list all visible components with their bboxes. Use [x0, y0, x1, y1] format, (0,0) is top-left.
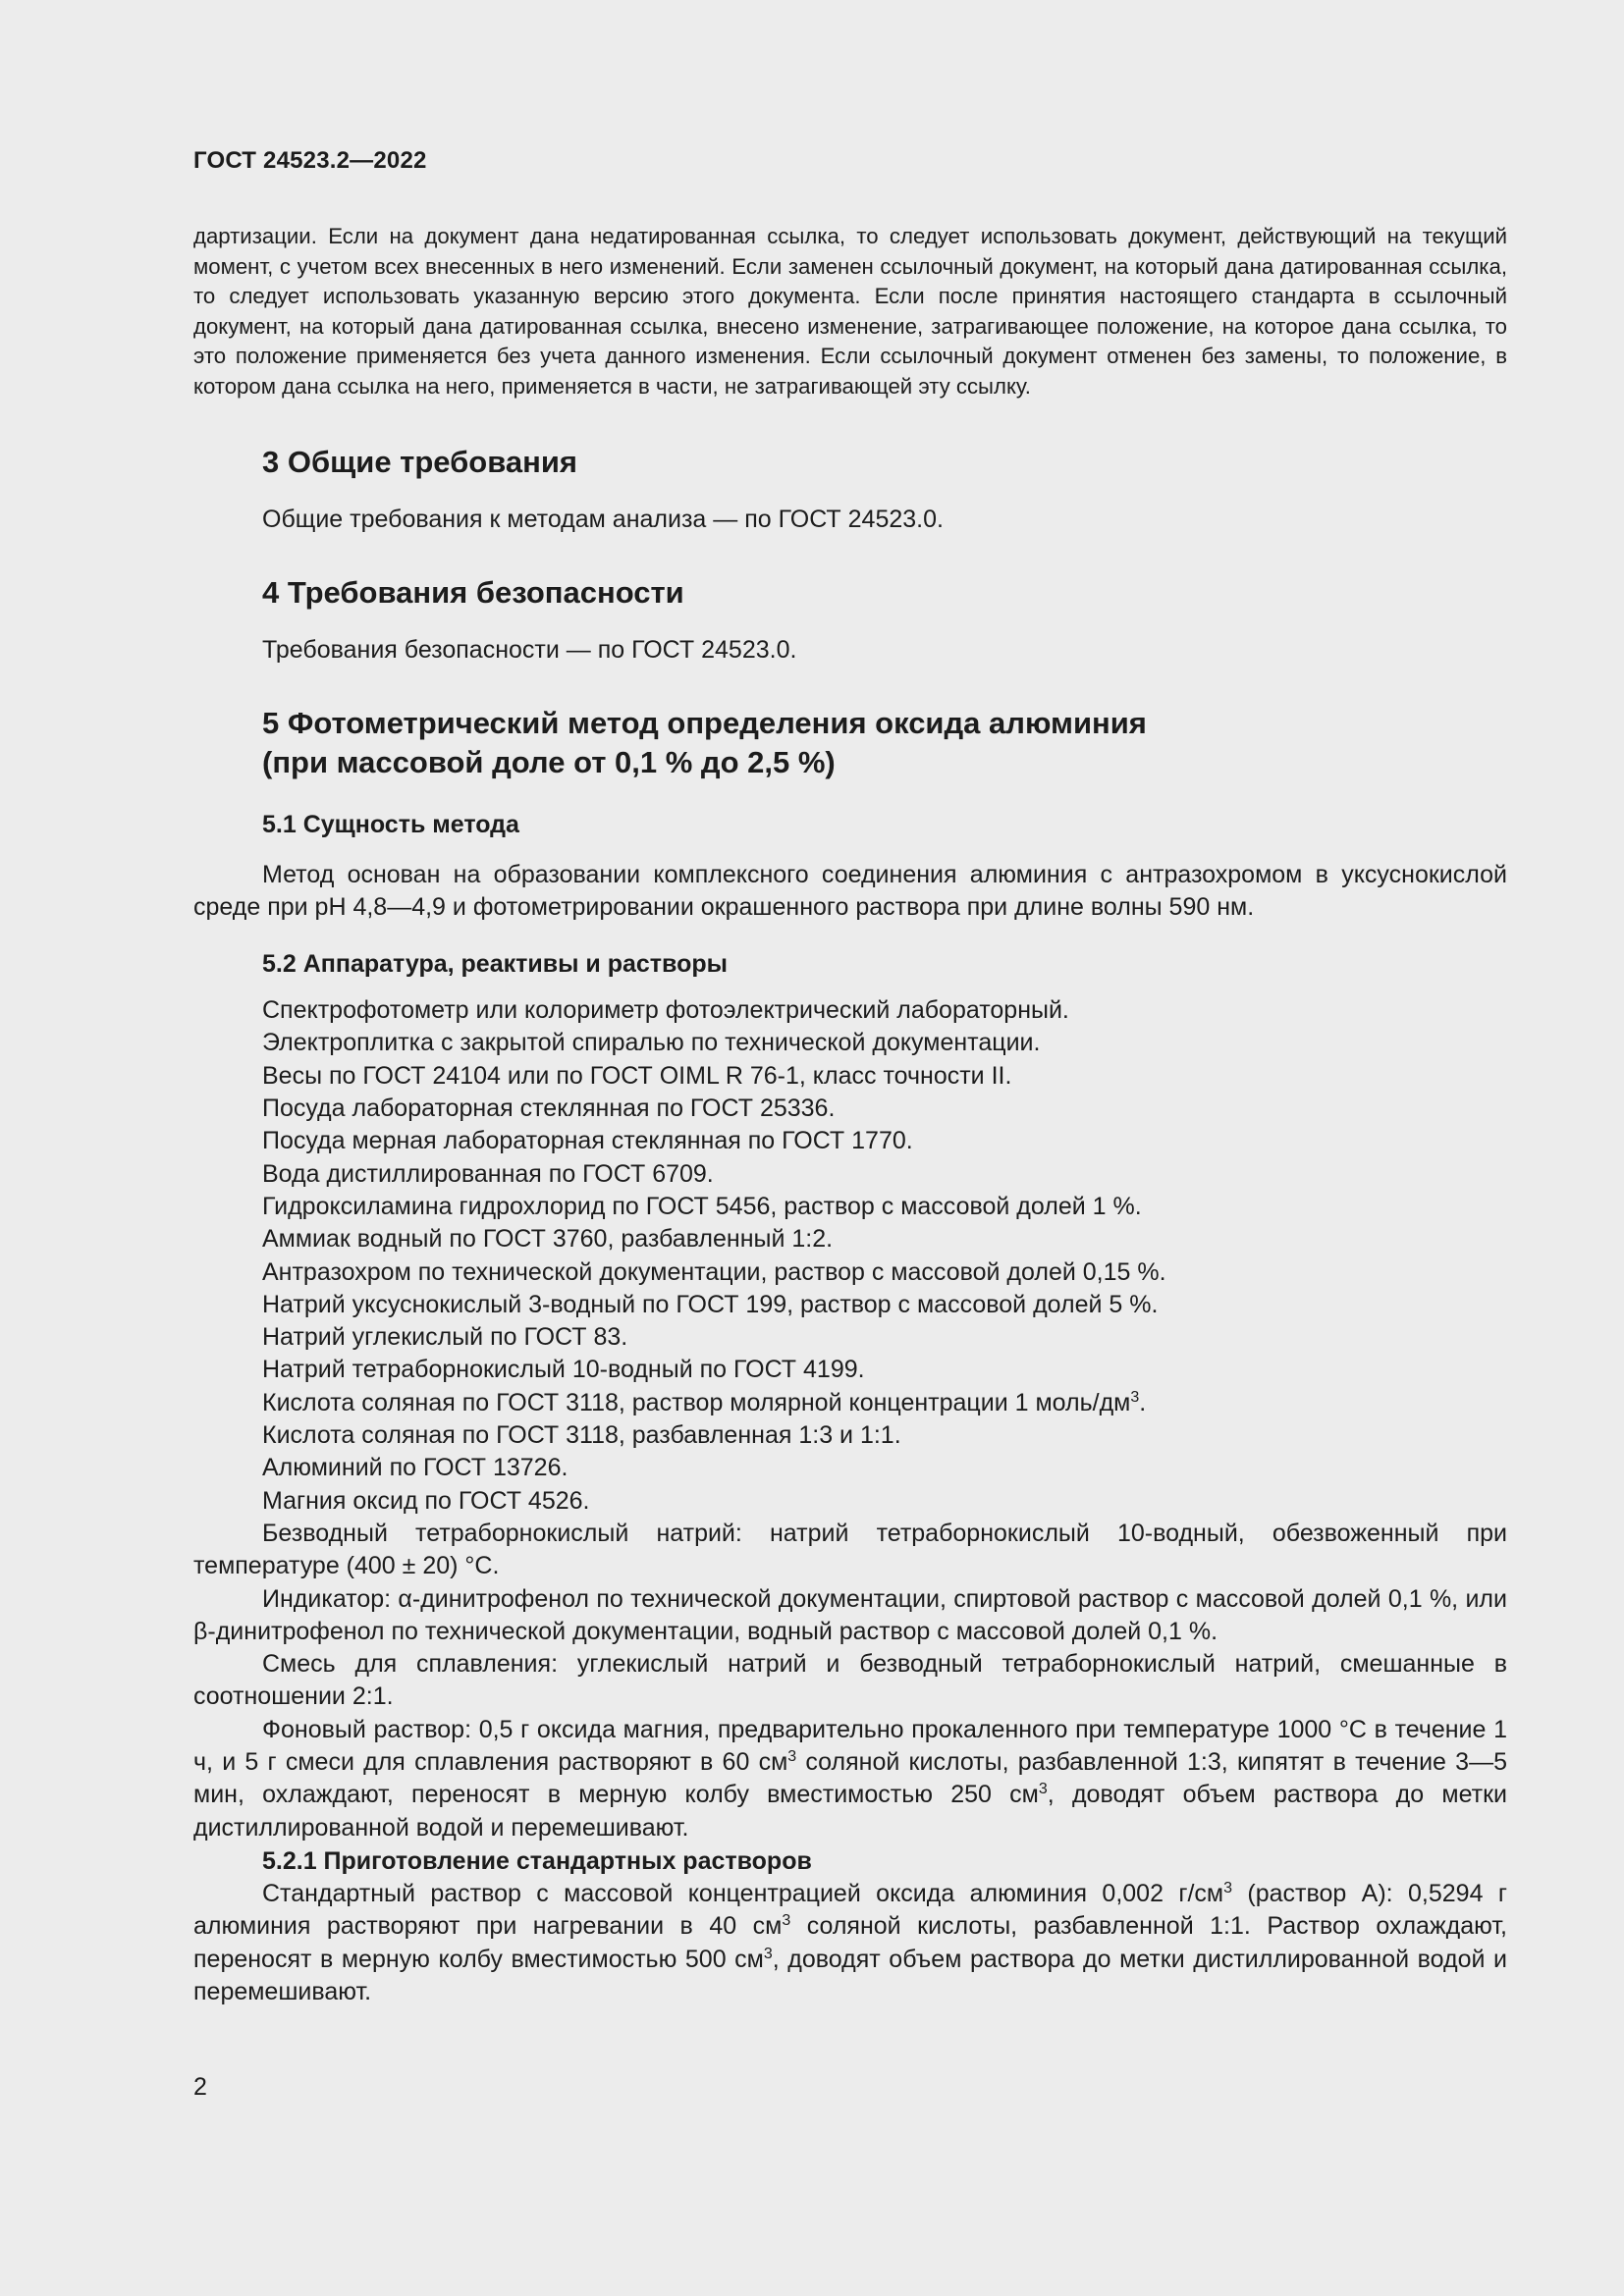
list-item: Посуда мерная лабораторная стеклянная по ГОСТ 1770.: [262, 1127, 913, 1155]
subsection-5-1-heading: 5.1 Сущность метода: [262, 810, 519, 838]
paragraph-background-solution: Фоновый раствор: 0,5 г оксида магния, предварительно прокаленного при температуре 1000 °C в течение 1 ч, и 5 г смеси для сплавления растворяют в 60 $см^3$ соляной кислоты, разбавленной 1:3, кипятят в течение 3—5 мин, охлаждают, переносят в мерную колбу вместимостью 250 $см^3$, доводят объем раствора до метки дистиллированной водой и перемешивают.: [193, 1715, 1508, 1842]
section-4-heading: 4 Требования безопасности: [262, 575, 684, 611]
list-item: Алюминий по ГОСТ 13726.: [262, 1454, 568, 1482]
list-item: Натрий углекислый по ГОСТ 83.: [262, 1323, 628, 1352]
equipment-list: [193, 994, 1507, 1844]
list-item: Аммиак водный по ГОСТ 3760, разбавленный 1:2.: [262, 1225, 834, 1254]
list-item: Кислота соляная по ГОСТ 3118, разбавленная 1:3 и 1:1.: [262, 1421, 901, 1450]
page-content: [193, 222, 1507, 2008]
list-item: Натрий уксуснокислый 3-водный по ГОСТ 199, раствор с массовой долей 5 %.: [262, 1290, 1159, 1318]
section-5-heading: [193, 704, 1507, 782]
standard-header: ГОСТ 24523.2—2022: [193, 147, 427, 174]
list-item-hcl-molar: Кислота соляная по ГОСТ 3118, раствор молярной концентрации 1 моль/$дм^3$.: [262, 1388, 1147, 1416]
paragraph-fusion-mix: Смесь для сплавления: углекислый натрий и безводный тетраборнокислый натрий, смешанные в соотношении 2:1.: [193, 1650, 1507, 1711]
subsection-5-2-1-heading: 5.2.1 Приготовление стандартных растворов: [262, 1846, 812, 1875]
list-item: Вода дистиллированная по ГОСТ 6709.: [262, 1159, 714, 1188]
section-5-heading-line1: 5 Фотометрический метод определения оксида алюминия: [262, 705, 1147, 740]
list-item: Посуда лабораторная стеклянная по ГОСТ 25336.: [262, 1095, 836, 1123]
section-3-text: Общие требования к методам анализа — по ГОСТ 24523.0.: [262, 506, 944, 533]
subsection-5-1-text: Метод основан на образовании комплексного соединения алюминия с антразохромом в уксуснокислой среде при pH 4,8—4,9 и фотометрировании окрашенного раствора при длине волны 590 нм.: [193, 860, 1507, 921]
list-item: Весы по ГОСТ 24104 или по ГОСТ OIML R 76-1, класс точности II.: [262, 1061, 1012, 1090]
section-3-heading: 3 Общие требования: [262, 445, 577, 479]
list-item: Магния оксид по ГОСТ 4526.: [262, 1486, 590, 1515]
paragraph-indicator: Индикатор: α-динитрофенол по технической документации, спиртовой раствор с массовой долей 0,1 %, или β-динитрофенол по технической документации, водный раствор с массовой долей 0,1 %.: [193, 1584, 1507, 1645]
standard-solution-a-paragraph: Стандартный раствор с массовой концентрацией оксида алюминия 0,002 $г/см^3$ (раствор А): 0,5294 г алюминия растворяют при нагревании в 40 $см^3$ соляной кислоты, разбавленной 1:1. Раствор охлаждают, переносят в мерную колбу вместимостью 500 $см^3$, доводят объем раствора до метки дистиллированной водой и перемешивают.: [193, 1879, 1507, 2005]
list-item: Гидроксиламина гидрохлорид по ГОСТ 5456, раствор с массовой долей 1 %.: [262, 1192, 1142, 1220]
section-4-text: Требования безопасности — по ГОСТ 24523.0.: [262, 636, 797, 665]
subsection-5-2-heading: 5.2 Аппаратура, реактивы и растворы: [262, 950, 728, 979]
section-5-heading-line2: (при массовой доле от 0,1 % до 2,5 %): [262, 744, 836, 779]
list-item: Натрий тетраборнокислый 10-водный по ГОСТ 4199.: [262, 1356, 865, 1384]
list-item: Спектрофотометр или колориметр фотоэлектрический лабораторный.: [262, 996, 1069, 1025]
list-item: Антразохром по технической документации, раствор с массовой долей 0,15 %.: [262, 1257, 1166, 1286]
intro-paragraph: дартизации. Если на документ дана недатированная ссылка, то следует использовать документ, действующий на текущий момент, с учетом всех внесенных в него изменений. Если заменен ссылочный документ, на который дана датированная ссылка, то следует использовать указанную версию этого документа. Если после принятия настоящего стандарта в ссылочный документ, на который дана датированная ссылка, внесено изменение, затрагивающее положение, на которое дана ссылка, то это положение применяется без учета данного изменения. Если ссылочный документ отменен без замены, то положение, в котором дана ссылка на него, применяется в части, не затрагивающей эту ссылку.: [193, 224, 1507, 399]
paragraph-borax: Безводный тетраборнокислый натрий: натрий тетраборнокислый 10-водный, обезвоженный при температуре (400 ± 20) °C.: [193, 1519, 1507, 1580]
list-item: Электроплитка с закрытой спиралью по технической документации.: [262, 1029, 1041, 1057]
page-number: 2: [193, 2073, 207, 2101]
